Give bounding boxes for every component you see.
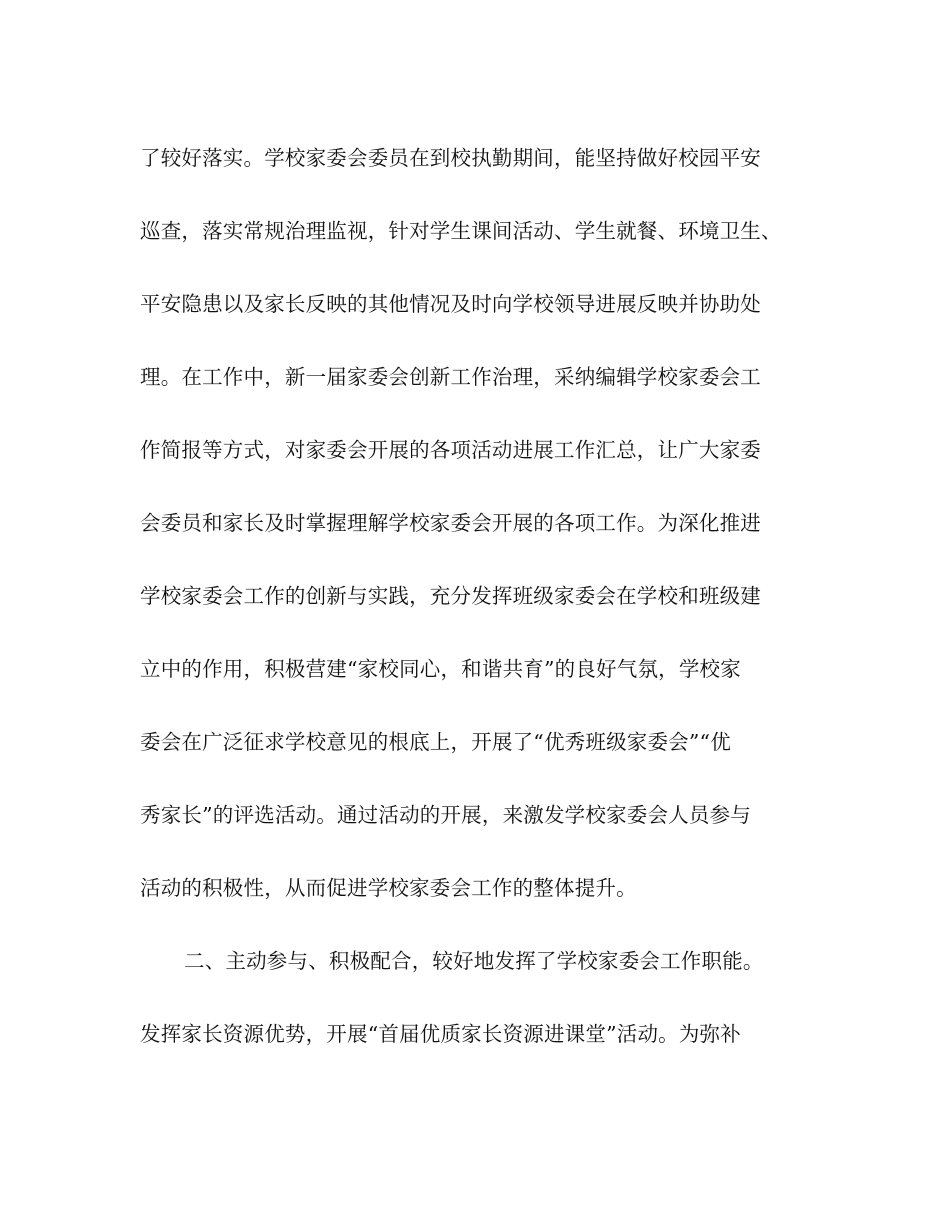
text-line-4: 理。在工作中，新一届家委会创新工作治理，采纳编辑学校家委会工 [140,365,761,389]
text-line-1: 了较好落实。学校家委会委员在到校执勤期间，能坚持做好校园平安 [140,146,761,170]
text-line-8: 立中的作用，积极营建“家校同心，和谐共育”的良好气氛，学校家 [140,657,741,681]
section-heading-line: 二、主动参与、积极配合，较好地发挥了学校家委会工作职能。 [184,949,764,973]
text-line-13: 发挥家长资源优势，开展“首届优质家长资源进课堂”活动。为弥补 [140,1022,741,1046]
text-line-10: 秀家长”的评选活动。通过活动的开展，来激发学校家委会人员参与 [140,803,751,827]
text-line-6: 会委员和家长及时掌握理解学校家委会开展的各项工作。为深化推进 [140,511,761,535]
text-line-11: 活动的积极性，从而促进学校家委会工作的整体提升。 [140,876,637,900]
text-line-3: 平安隐患以及家长反映的其他情况及时向学校领导进展反映并协助处 [140,292,761,316]
text-line-7: 学校家委会工作的创新与实践，充分发挥班级家委会在学校和班级建 [140,584,761,608]
text-line-5: 作简报等方式，对家委会开展的各项活动进展工作汇总，让广大家委 [140,438,761,462]
text-line-9: 委会在广泛征求学校意见的根底上，开展了“优秀班级家委会”“优 [140,730,731,754]
text-line-2: 巡查，落实常规治理监视，针对学生课间活动、学生就餐、环境卫生、 [140,219,782,243]
